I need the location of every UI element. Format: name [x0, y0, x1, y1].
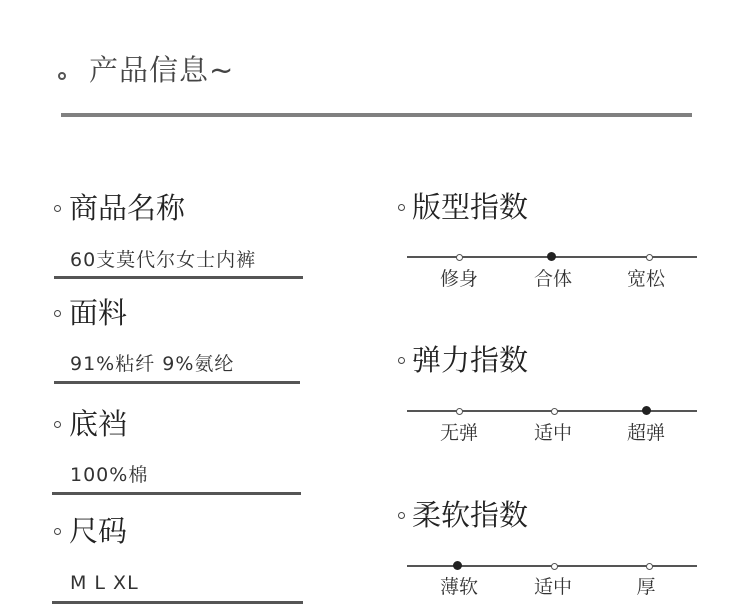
soft-option-1: 薄软: [439, 576, 478, 598]
name-label: 商品名称: [69, 191, 186, 225]
soft-bullet: [398, 512, 405, 519]
title-bullet: [58, 72, 66, 80]
fabric-value: 91%粘纤 9%氨纶: [70, 353, 235, 375]
fabric-bullet: [54, 310, 61, 317]
name-underline: [54, 276, 303, 279]
soft-option-3: 厚: [636, 576, 656, 598]
fit-label: 版型指数: [412, 190, 529, 224]
soft-tick-2: [551, 563, 558, 570]
title-divider: [61, 113, 692, 117]
soft-tick-3: [646, 563, 653, 570]
fit-option-3: 宽松: [626, 268, 665, 290]
elastic-option-2: 适中: [533, 422, 572, 444]
elastic-option-1: 无弹: [439, 422, 478, 444]
fit-bullet: [398, 204, 405, 211]
size-label: 尺码: [69, 514, 128, 548]
name-value: 60支莫代尔女士内裤: [70, 249, 257, 271]
soft-label: 柔软指数: [412, 498, 529, 532]
elastic-bullet: [398, 357, 405, 364]
name-bullet: [54, 205, 61, 212]
fabric-label: 面料: [69, 296, 128, 330]
elastic-option-3: 超弹: [626, 422, 665, 444]
crotch-value: 100%棉: [70, 464, 149, 486]
crotch-bullet: [54, 421, 61, 428]
size-underline: [52, 601, 303, 604]
elastic-tick-2: [551, 408, 558, 415]
crotch-label: 底裆: [69, 407, 128, 441]
fit-option-2: 合体: [533, 268, 572, 290]
size-bullet: [54, 528, 61, 535]
page-title: 产品信息~: [89, 53, 235, 87]
size-value: M L XL: [70, 572, 139, 594]
elastic-tick-1: [456, 408, 463, 415]
fabric-underline: [54, 381, 300, 384]
elastic-tick-3-selected: [642, 406, 651, 415]
soft-tick-1-selected: [453, 561, 462, 570]
elastic-label: 弹力指数: [412, 343, 529, 377]
soft-option-2: 适中: [533, 576, 572, 598]
fit-tick-3: [646, 254, 653, 261]
fit-tick-1: [456, 254, 463, 261]
fit-option-1: 修身: [439, 268, 478, 290]
crotch-underline: [52, 492, 301, 495]
fit-tick-2-selected: [547, 252, 556, 261]
